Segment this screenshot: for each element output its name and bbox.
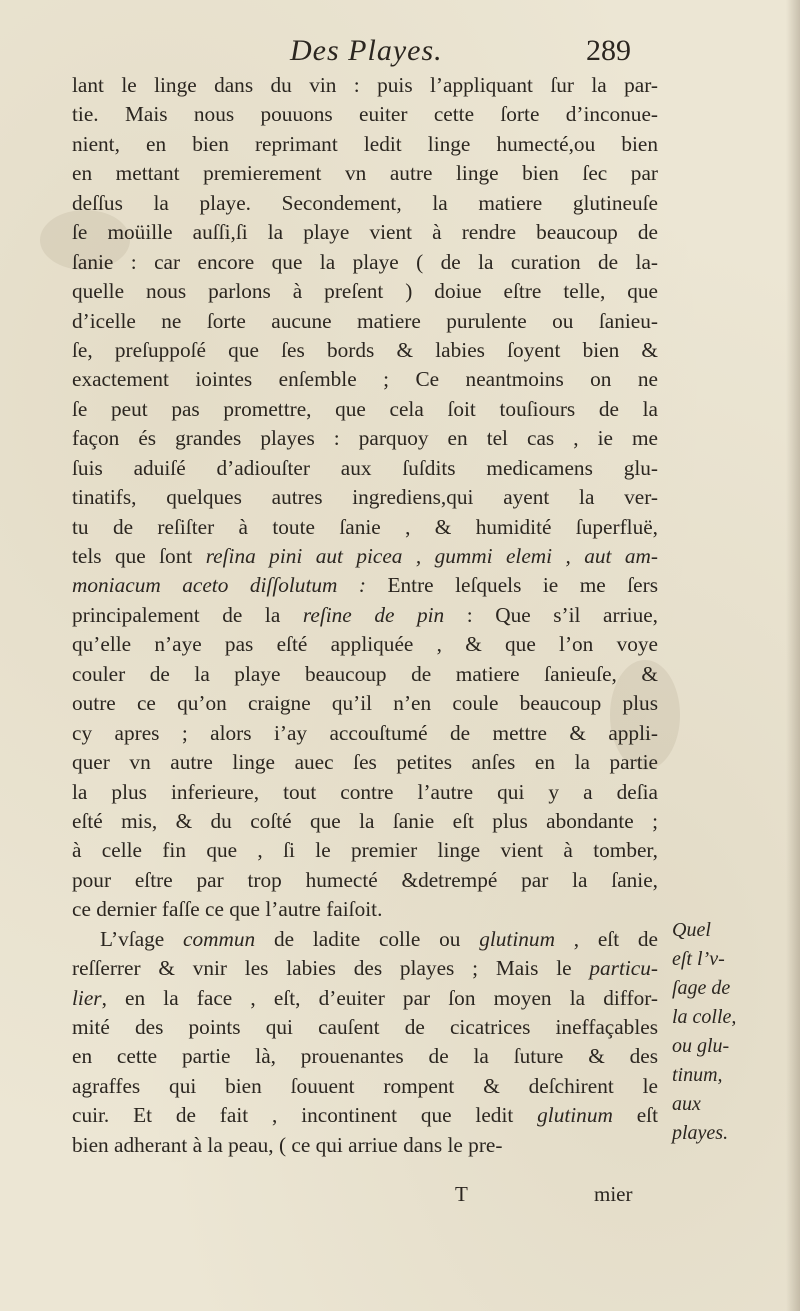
running-title: Des Playes. <box>290 34 443 67</box>
marginal-note-line: la colle, <box>672 1006 737 1028</box>
marginal-note-line: eſt l’v- <box>672 948 725 970</box>
text-segment: exactement iointes enſemble ; Ce neantmoins on ne <box>72 367 658 392</box>
text-line <box>72 807 658 836</box>
text-segment: quelle nous parlons à preſent ) doiue eſtre telle, que <box>72 279 658 304</box>
text-line <box>72 483 658 512</box>
italic-text: glutinum <box>537 1103 613 1128</box>
text-line <box>72 925 658 954</box>
page-header <box>0 34 800 74</box>
marginal-note-line: playes. <box>672 1122 729 1144</box>
text-segment: à celle fin que , ſi le premier linge vient à tomber, <box>72 838 658 863</box>
text-segment: en mettant premierement vn autre linge bien ſec par <box>72 161 658 186</box>
italic-text: reſine de pin <box>302 602 445 627</box>
marginal-note-line: ou glu- <box>672 1035 730 1057</box>
text-segment: ce dernier faſſe ce que l’autre faiſoit. <box>72 897 383 922</box>
text-segment: L’vſage <box>100 926 184 951</box>
text-segment: principalement de la <box>72 602 303 627</box>
text-line <box>72 1013 658 1042</box>
page-edge-shadow <box>786 0 800 1311</box>
text-line <box>72 513 658 542</box>
italic-text: particu- <box>589 956 658 981</box>
italic-text: lier <box>72 985 102 1010</box>
body-text <box>72 71 658 1160</box>
text-segment: qu’elle n’aye pas eſté appliquée , & que l’on voye <box>72 632 658 657</box>
text-line <box>72 542 658 571</box>
text-segment: eſt <box>612 1103 658 1128</box>
text-line <box>72 1101 658 1130</box>
text-segment: tu de reſiſter à toute ſanie , & humidité ſuperfluë, <box>72 514 658 539</box>
text-segment: lant le linge dans du vin : puis l’appliquant ſur la par- <box>72 73 658 97</box>
text-line <box>72 601 658 630</box>
text-line <box>72 395 658 424</box>
text-segment: façon és grandes playes : parquoy en tel cas , ie me <box>72 426 658 451</box>
text-segment: ſe moüille auſſi,ſi la playe vient à rendre beaucoup de <box>72 220 658 245</box>
italic-text: reſina pini aut picea , gummi elemi , aut am- <box>205 544 658 568</box>
text-segment: outre ce qu’on craigne qu’il n’en coule beaucoup plus <box>72 691 658 716</box>
text-line <box>72 954 658 983</box>
text-segment: en cette partie là, prouenantes de la ſuture & des <box>72 1044 658 1069</box>
marginal-note-line: aux <box>672 1093 701 1115</box>
text-line <box>72 248 658 277</box>
text-segment: tinatifs, quelques autres ingrediens,qui ayent la ver- <box>72 485 658 510</box>
marginal-note-line: tinum, <box>672 1064 723 1086</box>
text-segment: couler de la playe beaucoup de matiere ſanieuſe, & <box>72 661 658 686</box>
text-line <box>72 189 658 218</box>
text-line <box>72 424 658 453</box>
italic-text: commun <box>183 926 256 951</box>
text-segment: de ladite colle ou <box>255 926 480 951</box>
text-line <box>72 1131 658 1160</box>
text-line <box>72 719 658 748</box>
text-line <box>72 277 658 306</box>
text-line <box>72 630 658 659</box>
text-line <box>72 307 658 336</box>
text-line <box>72 866 658 895</box>
text-segment: agraffes qui bien ſouuent rompent & deſchirent le <box>72 1073 658 1098</box>
text-segment: quer vn autre linge auec ſes petites anſes en la partie <box>72 750 658 775</box>
marginal-note-line: ſage de <box>672 977 731 999</box>
text-line <box>72 571 658 600</box>
text-line <box>72 836 658 865</box>
text-line <box>72 660 658 689</box>
text-segment: nient, en bien reprimant ledit linge humecté,ou bien <box>72 131 658 156</box>
text-line <box>72 159 658 188</box>
text-segment: : Que s’il arriue, <box>444 602 658 627</box>
text-segment: d’icelle ne ſorte aucune matiere purulente ou ſanieu- <box>72 308 658 333</box>
text-segment: , en la face , eſt, d’euiter par ſon moyen la diffor- <box>101 985 658 1010</box>
text-segment: deſſus la playe. Secondement, la matiere glutineuſe <box>72 190 658 215</box>
italic-text: moniacum aceto diſſolutum : <box>72 573 366 598</box>
text-line <box>72 895 658 924</box>
text-segment: cuir. Et de fait , incontinent que ledit <box>72 1103 538 1128</box>
text-line <box>72 100 658 129</box>
text-segment: ſe, preſuppoſé que ſes bords & labies ſoyent bien & <box>72 337 658 362</box>
text-line <box>72 1072 658 1101</box>
text-segment: cy apres ; alors i’ay accouſtumé de mettre & appli- <box>72 720 658 745</box>
text-segment: pour eſtre par trop humecté &detrempé par la ſanie, <box>72 867 658 892</box>
catchword: mier <box>594 1182 633 1206</box>
text-line <box>72 778 658 807</box>
marginal-note-line: Quel <box>672 919 711 941</box>
text-line <box>72 365 658 394</box>
text-segment: Entre leſquels ie me ſers <box>366 573 658 598</box>
text-line <box>72 1042 658 1071</box>
text-segment: bien adherant à la peau, ( ce qui arriue dans le pre- <box>72 1132 503 1157</box>
text-line <box>72 454 658 483</box>
text-segment: tels que ſont <box>72 544 206 568</box>
text-segment: reſſerrer & vnir les labies des playes ; Mais le <box>72 956 590 981</box>
italic-text: glutinum <box>479 926 555 951</box>
text-line <box>72 748 658 777</box>
page-number: 289 <box>586 34 631 67</box>
text-line <box>72 130 658 159</box>
text-segment: tie. Mais nous pouuons euiter cette ſorte d’inconue- <box>72 102 658 127</box>
text-segment: ſuis aduiſé d’adiouſter aux ſuſdits medicamens glu- <box>72 455 658 480</box>
text-line <box>72 689 658 718</box>
text-segment: la plus inferieure, tout contre l’autre qui y a deſia <box>72 779 658 804</box>
text-segment: ſe peut pas promettre, que cela ſoit touſiours de la <box>72 396 658 421</box>
text-line <box>72 71 658 100</box>
text-segment: , eſt de <box>554 926 659 951</box>
text-line <box>72 336 658 365</box>
text-segment: eſté mis, & du coſté que la ſanie eſt plus abondante ; <box>72 808 658 833</box>
text-segment: mité des points qui cauſent de cicatrices ineffaçables <box>72 1015 658 1039</box>
text-segment: ſanie : car encore que la playe ( de la curation de la- <box>72 249 658 274</box>
text-line <box>72 218 658 247</box>
text-line <box>72 984 658 1013</box>
marginal-note <box>672 916 772 1148</box>
signature-mark: T <box>455 1182 468 1206</box>
